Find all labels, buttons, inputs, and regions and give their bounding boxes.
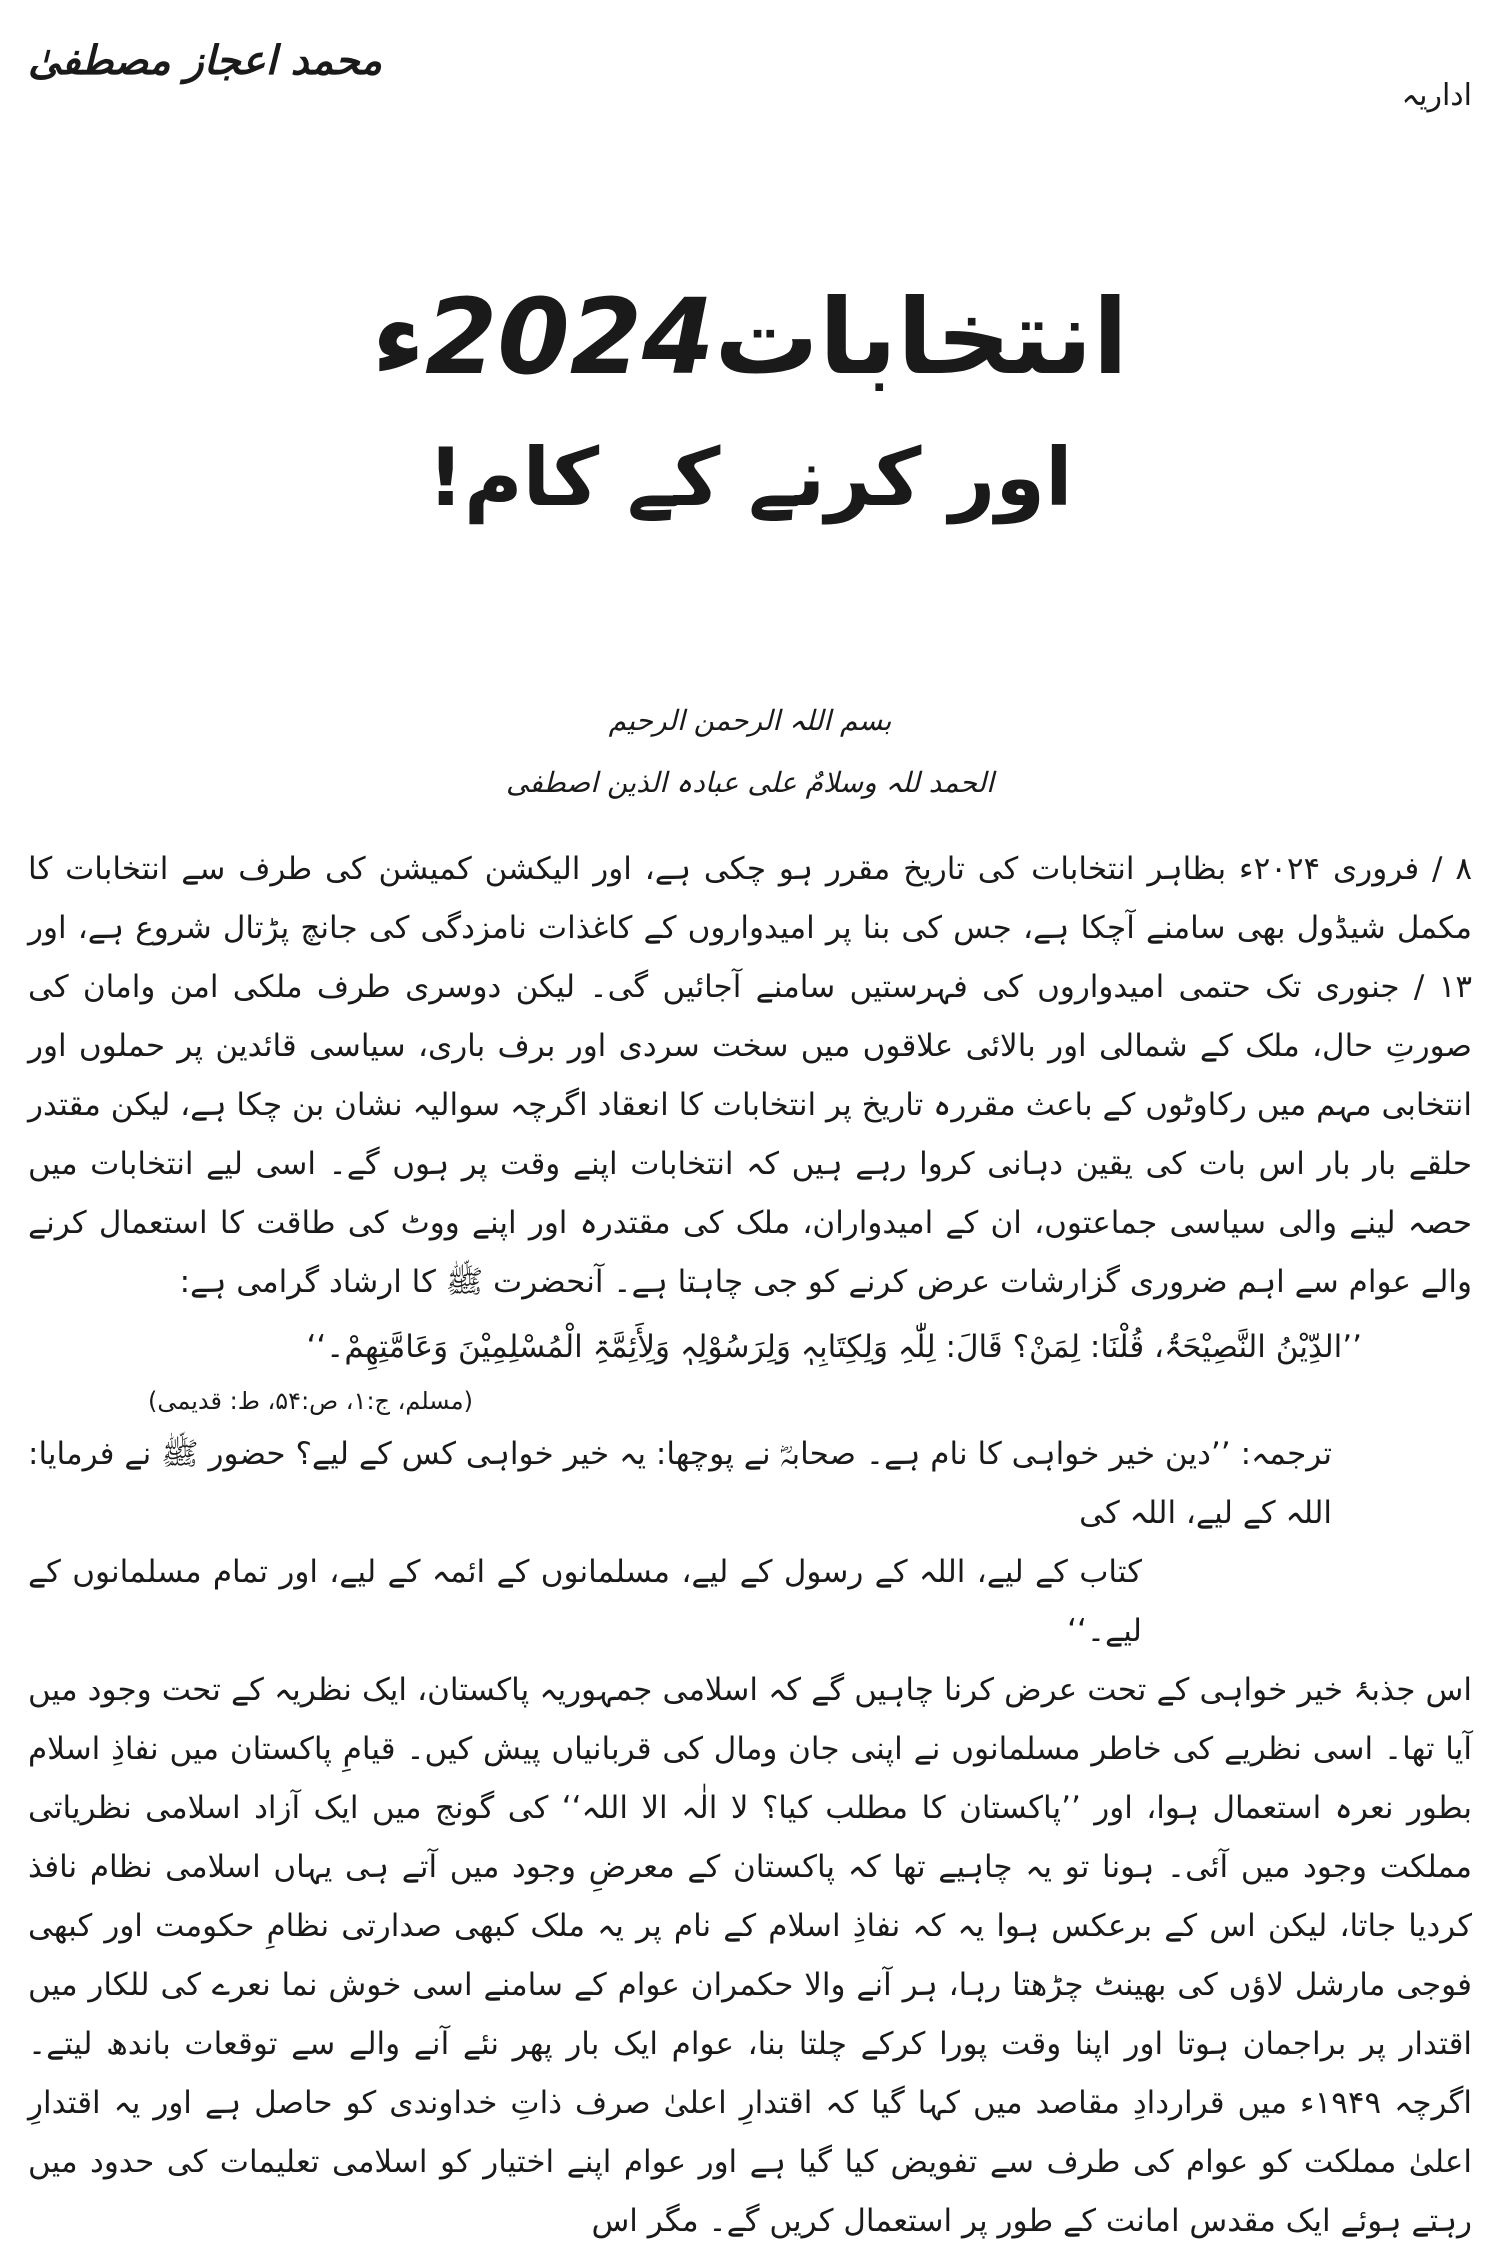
basmala: بسم اللہ الرحمن الرحیم: [608, 704, 892, 737]
hadith-reference: (مسلم، ج:۱، ص:۵۴، ط: قدیمی): [148, 1387, 473, 1415]
title-subtitle: اور کرنے کے کام!: [427, 431, 1073, 525]
section-label: اداریہ: [1401, 78, 1472, 113]
author-name: محمد اعجاز مصطفیٰ: [28, 38, 383, 84]
title-year: 2024: [424, 276, 715, 398]
paragraph-2: اس جذبۂ خیر خواہی کے تحت عرض کرنا چاہیں گے کہ اسلامی جمہوریہ پاکستان، ایک نظریہ کے تحت وجود میں آیا تھا۔ اسی نظریے کی خاطر مسلمانوں نے اپنی جان ومال کی قربانیاں پیش کیں۔ قیامِ پاکستان میں نفاذِ اسلام بطور نعرہ استعمال ہوا، اور ’’پاکستان کا مطلب کیا؟ لا الٰہ الا اللہ‘‘ کی گونج میں ایک آزاد اسلامی نظریاتی مملکت وجود میں آئی۔ ہونا تو یہ چاہیے تھا کہ پاکستان کے معرضِ وجود میں آتے ہی یہاں اسلامی نظام نافذ کردیا جاتا، لیکن اس کے برعکس ہوا یہ کہ نفاذِ اسلام کے نام پر یہ ملک کبھی صدارتی نظامِ حکومت اور کبھی فوجی مارشل لاؤں کی بھینٹ چڑھتا رہا، ہر آنے والا حکمران عوام کے سامنے اسی خوش نما نعرے کی للکار میں اقتدار پر براجمان ہوتا اور اپنا وقت پورا کرکے چلتا بنا، عوام ایک بار پھر نئے آنے والے سے توقعات باندھ لیتے۔ اگرچہ ۱۹۴۹ء میں قراردادِ مقاصد میں کہا گیا کہ اقتدارِ اعلیٰ صرف ذاتِ خداوندی کو حاصل ہے اور یہ اقتدارِ اعلیٰ مملکت کو عوام کی طرف سے تفویض کیا گیا ہے اور عوام اپنے اختیار کو اسلامی تعلیمات کی حدود میں رہتے ہوئے ایک مقدس امانت کے طور پر استعمال کریں گے۔ مگر اس: [28, 1672, 1472, 2239]
title-suffix: ء: [371, 276, 425, 398]
hadith-translation: [28, 1425, 1472, 1661]
title-main: [0, 276, 1500, 398]
hamd-line: الحمد للہ وسلامٌ علی عبادہ الذین اصطفی: [506, 766, 994, 799]
title-word: انتخابات: [714, 276, 1129, 398]
translation-line-2: کتاب کے لیے، اللہ کے رسول کے لیے، مسلمانوں کے ائمہ کے لیے، اور تمام مسلمانوں کے لیے۔‘‘: [28, 1554, 1142, 1649]
hadith-quote: ’’الدِّیْنُ النَّصِیْحَۃُ، قُلْنَا: لِمَنْ؟ قَالَ: لِلّٰہِ وَلِکِتَابِہٖ وَلِرَسُوْلِہٖ وَلِأَئِمَّۃِ الْمُسْلِمِیْنَ وَعَامَّتِھِمْ۔‘‘: [306, 1329, 1362, 1365]
paragraph-1: ۸ / فروری ۲۰۲۴ء بظاہر انتخابات کی تاریخ مقرر ہو چکی ہے، اور الیکشن کمیشن کی طرف سے انتخابات کا مکمل شیڈول بھی سامنے آچکا ہے، جس کی بنا پر امیدواروں کے کاغذات نامزدگی کی جانچ پڑتال شروع ہے، اور ۱۳ / جنوری تک حتمی امیدواروں کی فہرستیں سامنے آجائیں گی۔ لیکن دوسری طرف ملکی امن وامان کی صورتِ حال، ملک کے شمالی اور بالائی علاقوں میں سخت سردی اور برف باری، سیاسی قائدین پر حملوں اور انتخابی مہم میں رکاوٹوں کے باعث مقررہ تاریخ پر انتخابات کا انعقاد اگرچہ سوالیہ نشان بن چکا ہے، لیکن مقتدر حلقے بار بار اس بات کی یقین دہانی کروا رہے ہیں کہ انتخابات اپنے وقت پر ہوں گے۔ اسی لیے انتخابات میں حصہ لینے والی سیاسی جماعتوں، ان کے امیدواران، ملک کی مقتدرہ اور اپنے ووٹ کی طاقت کا استعمال کرنے والے عوام سے اہم ضروری گزارشات عرض کرنے کو جی چاہتا ہے۔ آنحضرت ﷺ کا ارشاد گرامی ہے:: [28, 851, 1472, 1300]
article-body: [28, 840, 1472, 2251]
article-title: [0, 276, 1500, 525]
invocation: [0, 690, 1500, 814]
translation-line-1: ترجمہ: ’’دین خیر خواہی کا نام ہے۔ صحابہؓ نے پوچھا: یہ خیر خواہی کس کے لیے؟ حضور ﷺ نے فرمایا: اللہ کے لیے، اللہ کی: [28, 1436, 1332, 1531]
